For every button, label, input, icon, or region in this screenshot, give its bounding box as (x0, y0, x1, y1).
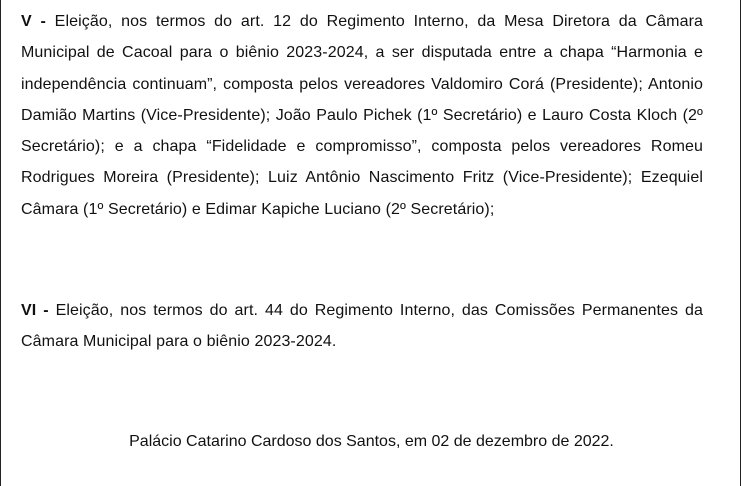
agenda-item-v (21, 6, 703, 225)
agenda-item-vi (21, 295, 703, 358)
item-numeral: VI - (21, 302, 49, 319)
item-text: Eleição, nos termos do art. 12 do Regimento Interno, da Mesa Diretora da Câmara Municipal de Cacoal para o biênio 2023-2024, a ser disputada entre a chapa “Harmonia e independência continuam”, composta pelos vereadores Valdomiro Corá (Presidente); Antonio Damião Martins (Vice-Presidente); João Paulo Pichek (1º Secretário) e Lauro Costa Kloch (2º Secretário); e a chapa “Fidelidade e compromisso”, composta pelos vereadores Romeu Rodrigues Moreira (Presidente); Luiz Antônio Nascimento Fritz (Vice-Presidente); Ezequiel Câmara (1º Secretário) e Edimar Kapiche Luciano (2º Secretário); (21, 13, 704, 218)
item-numeral: V - (21, 13, 46, 30)
closing-place-date: Palácio Catarino Cardoso dos Santos, em 02 de dezembro de 2022. (129, 433, 614, 450)
item-text: Eleição, nos termos do art. 44 do Regimento Interno, das Comissões Permanentes da Câmara Municipal para o biênio 2023-2024. (21, 302, 704, 351)
